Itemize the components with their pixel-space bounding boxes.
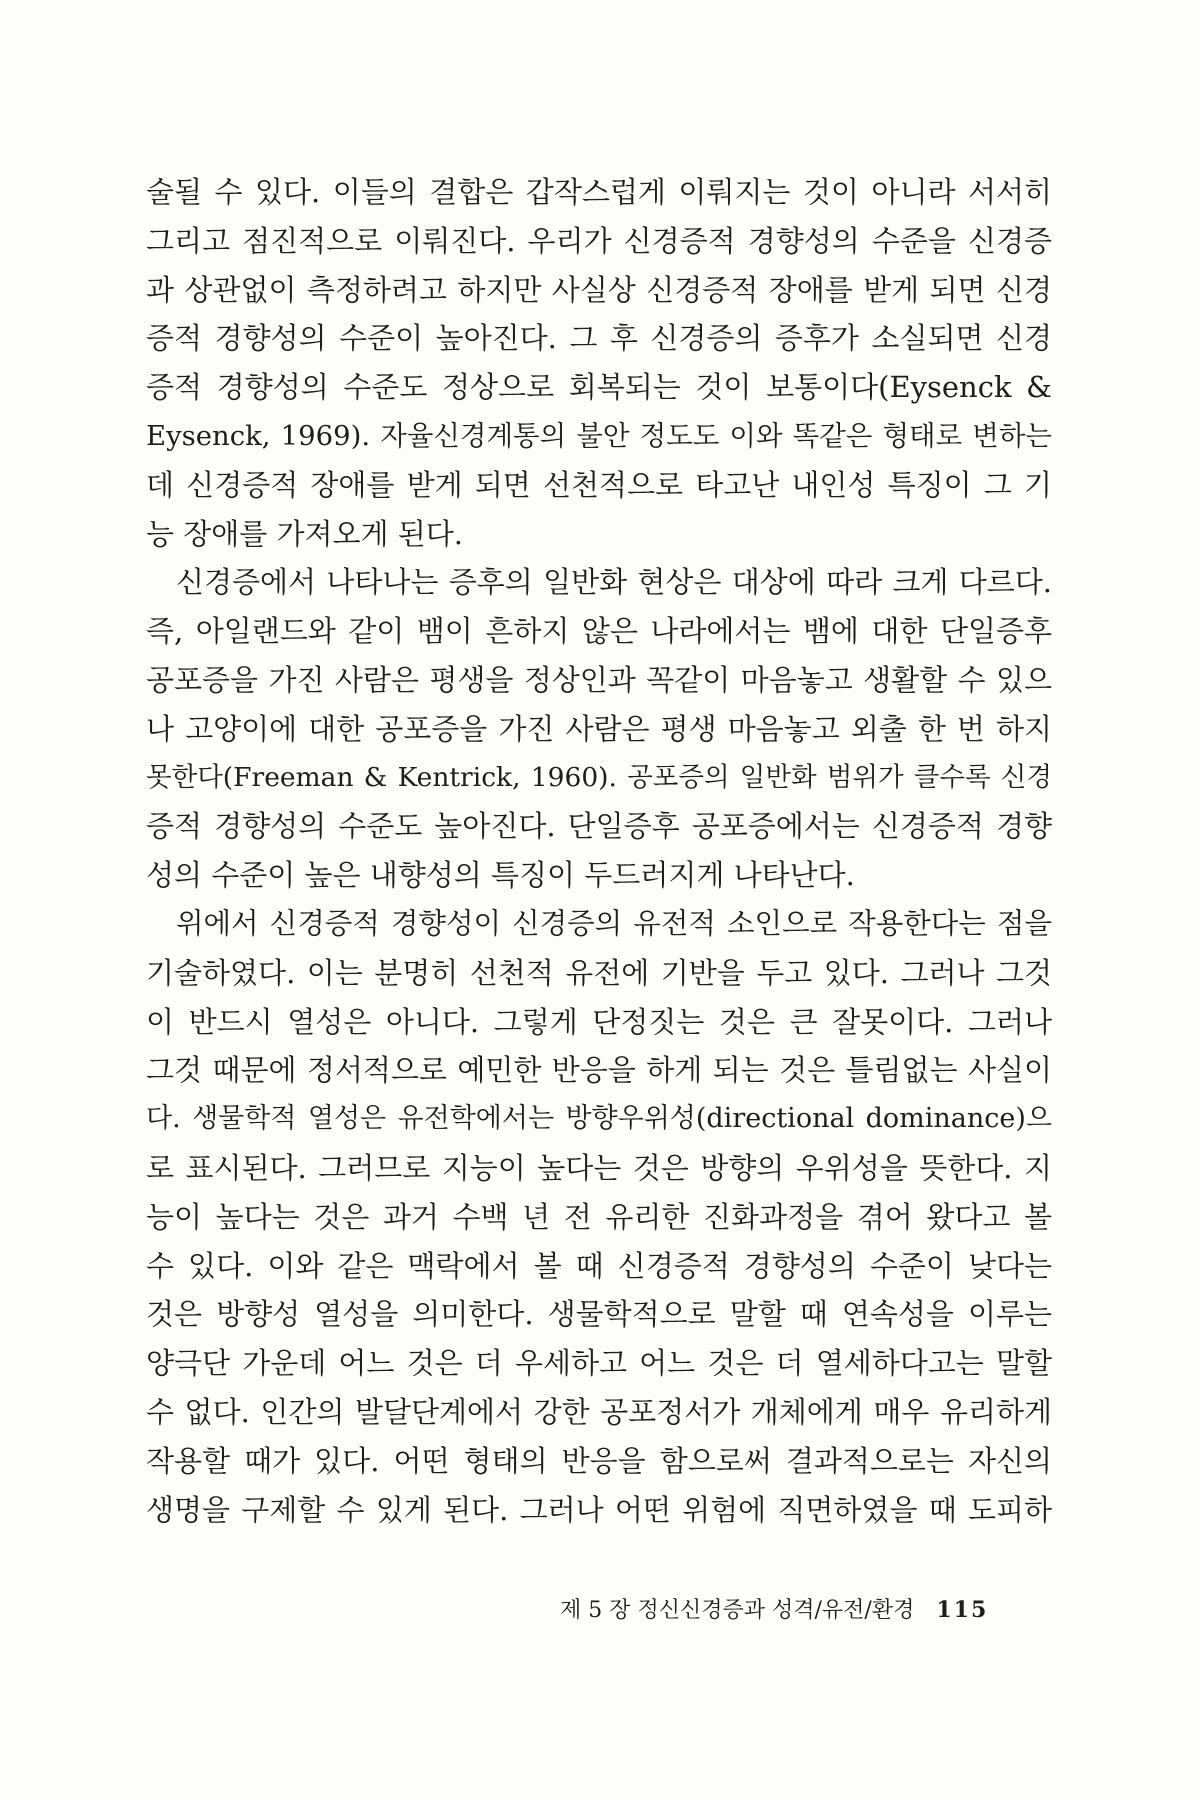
text-line: 못한다(Freeman & Kentrick, 1960). 공포증의 일반화 범위가 클수록 신경	[146, 761, 1052, 793]
text-line: 양극단 가운데 어느 것은 더 우세하고 어느 것은 더 열세하다고는 말할	[146, 1346, 1052, 1381]
text-line: 공포증을 가진 사람은 평생을 정상인과 꼭같이 마음놓고 생활할 수 있으	[146, 662, 1052, 697]
text-line: 능이 높다는 것은 과거 수백 년 전 유리한 진화과정을 겪어 왔다고 볼	[146, 1199, 1052, 1234]
text-line: 증적 경향성의 수준도 정상으로 회복되는 것이 보통이다(Eysenck &	[146, 370, 1052, 405]
page-number: 115	[936, 1597, 989, 1623]
text-line: 성의 수준이 높은 내향성의 특징이 두드러지게 나타난다.	[146, 858, 855, 893]
text-line: 수 있다. 이와 같은 맥락에서 볼 때 신경증적 경향성의 수준이 낮다는	[146, 1248, 1052, 1283]
text-line: 술될 수 있다. 이들의 결합은 갑작스럽게 이뤄지는 것이 아니라 서서히	[146, 175, 1052, 209]
body-text	[146, 168, 1052, 1534]
text-line: 이 반드시 열성은 아니다. 그렇게 단정짓는 것은 큰 잘못이다. 그러나	[146, 1004, 1052, 1039]
text-line: 그것 때문에 정서적으로 예민한 반응을 하게 되는 것은 틀림없는 사실이	[146, 1053, 1052, 1088]
text-line: 수 없다. 인간의 발달단계에서 강한 공포정서가 개체에게 매우 유리하게	[146, 1394, 1052, 1429]
text-line: 로 표시된다. 그러므로 지능이 높다는 것은 방향의 우위성을 뜻한다. 지	[146, 1150, 1052, 1185]
text-line: 즉, 아일랜드와 같이 뱀이 흔하지 않은 나라에서는 뱀에 대한 단일증후	[146, 614, 1052, 649]
text-line: 신경증에서 나타나는 증후의 일반화 현상은 대상에 따라 크게 다르다.	[176, 565, 1052, 600]
text-line: 위에서 신경증적 경향성이 신경증의 유전적 소인으로 작용한다는 점을	[176, 906, 1052, 940]
text-line: 것은 방향성 열성을 의미한다. 생물학적으로 말할 때 연속성을 이루는	[146, 1297, 1052, 1332]
running-footer-chapter: 제 5 장 정신신경증과 성격/유전/환경	[560, 1598, 915, 1623]
text-line: 다. 생물학적 열성은 유전학에서는 방향우위성(directional dominance)으	[146, 1103, 1052, 1135]
text-line: 증적 경향성의 수준이 높아진다. 그 후 신경증의 증후가 소실되면 신경	[146, 321, 1052, 356]
text-line: 과 상관없이 측정하려고 하지만 사실상 신경증적 장애를 받게 되면 신경	[146, 272, 1052, 307]
page-footer	[560, 1590, 1052, 1630]
text-line: 데 신경증적 장애를 받게 되면 선천적으로 타고난 내인성 특징이 그 기	[146, 467, 1052, 502]
text-line: 능 장애를 가져오게 된다.	[146, 516, 464, 551]
text-line: 생명을 구제할 수 있게 된다. 그러나 어떤 위험에 직면하였을 때 도피하	[146, 1492, 1052, 1527]
text-line: 증적 경향성의 수준도 높아진다. 단일증후 공포증에서는 신경증적 경향	[146, 809, 1052, 844]
text-line: Eysenck, 1969). 자율신경계통의 불안 정도도 이와 똑같은 형태로 변하는	[146, 419, 1052, 452]
text-line: 작용할 때가 있다. 어떤 형태의 반응을 함으로써 결과적으로는 자신의	[146, 1443, 1052, 1478]
text-line: 기술하였다. 이는 분명히 선천적 유전에 기반을 두고 있다. 그러나 그것	[146, 955, 1052, 990]
text-line: 그리고 점진적으로 이뤄진다. 우리가 신경증적 경향성의 수준을 신경증	[146, 223, 1052, 258]
text-line: 나 고양이에 대한 공포증을 가진 사람은 평생 마음놓고 외출 한 번 하지	[146, 711, 1052, 746]
